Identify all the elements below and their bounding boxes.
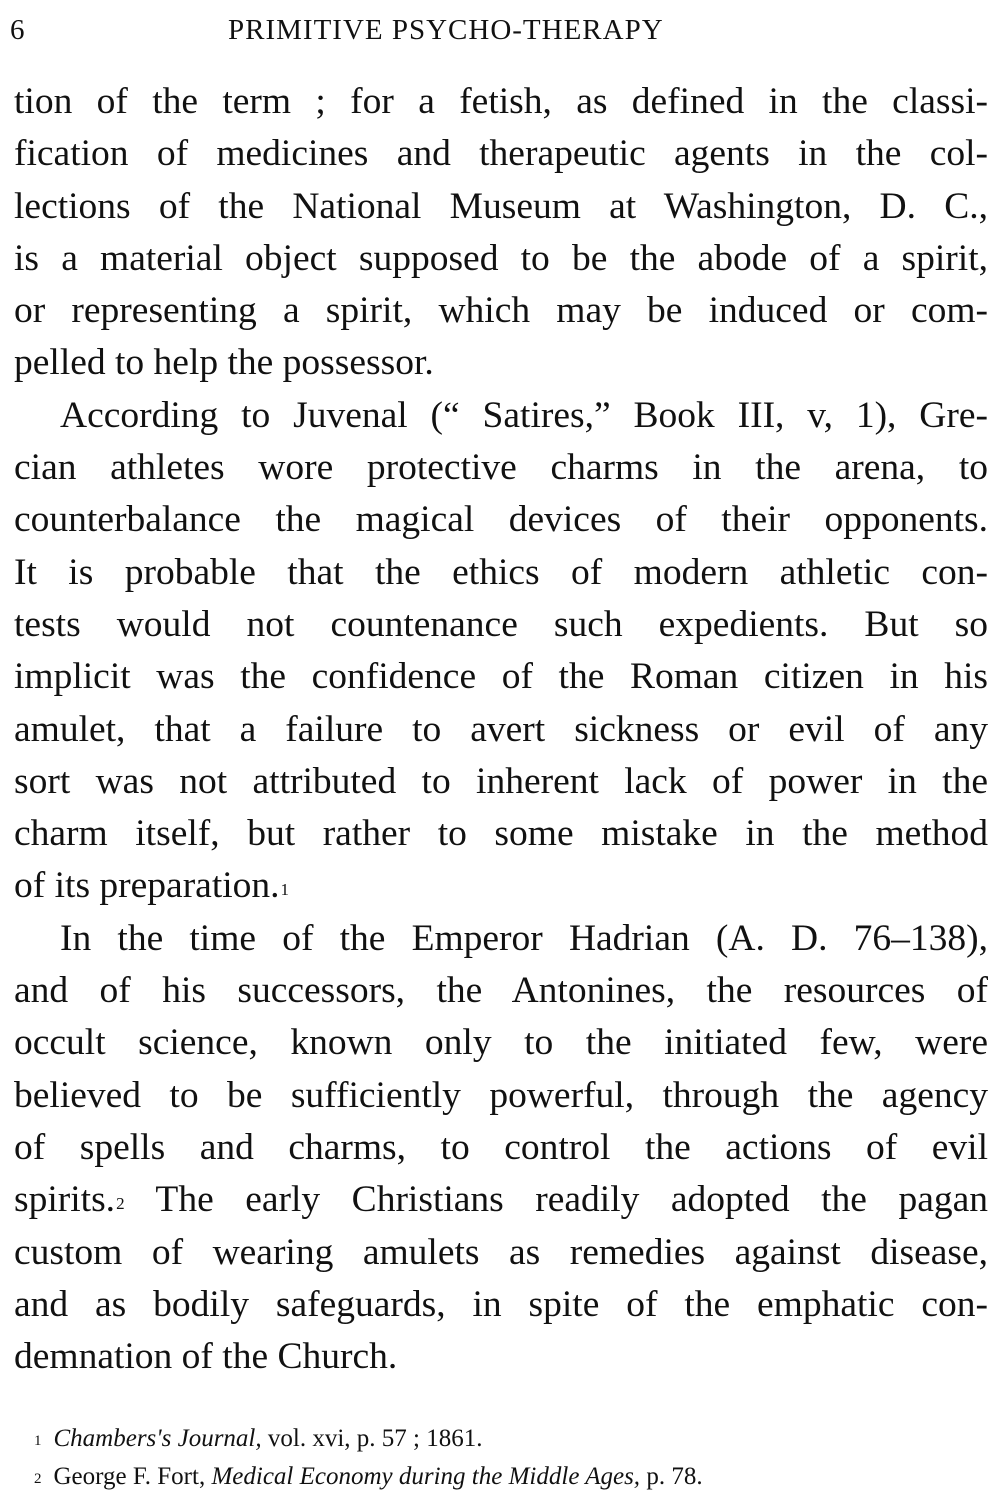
- footnote-1: [34, 1420, 974, 1458]
- text-line: believed to be sufficiently powerful, through the agency: [14, 1074, 988, 1116]
- text-line: of spells and charms, to control the actions of evil: [14, 1126, 988, 1168]
- text-line: counterbalance the magical devices of their opponents.: [14, 499, 988, 541]
- text-line: tests would not countenance such expedients. But so: [14, 603, 988, 645]
- text-line: In the time of the Emperor Hadrian (A. D. 76–138),: [60, 917, 988, 959]
- running-title: PRIMITIVE PSYCHO-THERAPY: [228, 14, 664, 46]
- text-line: pelled to help the possessor.: [14, 342, 434, 384]
- text-segment: of its preparation.: [14, 865, 280, 907]
- text-line: custom of wearing amulets as remedies against disease,: [14, 1231, 988, 1273]
- footnote-2: [34, 1458, 974, 1496]
- footnote-mark: 1: [34, 1433, 42, 1449]
- page-number: 6: [10, 14, 26, 46]
- body-text: [14, 76, 988, 1383]
- text-line: charm itself, but rather to some mistake in the method: [14, 813, 988, 855]
- text-line: occult science, known only to the initiated few, were: [14, 1022, 988, 1064]
- footnote-author: George F. Fort,: [53, 1463, 206, 1490]
- footnotes: [34, 1420, 974, 1496]
- text-line: amulet, that a failure to avert sickness or evil of any: [14, 708, 988, 750]
- text-line: cian athletes wore protective charms in the arena, to: [14, 447, 988, 489]
- text-line: fication of medicines and therapeutic agents in the col-: [14, 133, 988, 175]
- footnote-text: p. 78.: [646, 1463, 703, 1490]
- footnote-source-title: Medical Economy during the Middle Ages,: [211, 1463, 641, 1490]
- text-line: lections of the National Museum at Washington, D. C.,: [14, 185, 988, 227]
- text-line-with-ref: [14, 860, 988, 912]
- text-line: It is probable that the ethics of modern athletic con-: [14, 551, 988, 593]
- footnote-reference: 1: [280, 880, 290, 900]
- text-line-with-ref: [14, 1174, 988, 1226]
- running-header: [10, 14, 988, 54]
- footnote-mark: 2: [34, 1471, 42, 1487]
- text-line: sort was not attributed to inherent lack of power in the: [14, 760, 988, 802]
- footnote-source-title: Chambers's Journal,: [53, 1425, 262, 1452]
- text-segment: The early Christians readily adopted the pagan: [155, 1179, 988, 1221]
- text-segment: spirits.: [14, 1179, 116, 1221]
- text-line: or representing a spirit, which may be induced or com-: [14, 290, 988, 332]
- text-line: and of his successors, the Antonines, the resources of: [14, 970, 988, 1012]
- text-line: tion of the term ; for a fetish, as defined in the classi-: [14, 81, 988, 122]
- text-line: and as bodily safeguards, in spite of the emphatic con-: [14, 1283, 988, 1325]
- text-line: is a material object supposed to be the abode of a spirit,: [14, 237, 988, 279]
- footnote-reference: 2: [116, 1194, 125, 1214]
- text-line: demnation of the Church.: [14, 1336, 398, 1378]
- text-line: According to Juvenal (“ Satires,” Book III, v, 1), Gre-: [60, 394, 988, 436]
- text-line: implicit was the confidence of the Roman citizen in his: [14, 656, 988, 698]
- footnote-text: vol. xvi, p. 57 ; 1861.: [267, 1425, 483, 1452]
